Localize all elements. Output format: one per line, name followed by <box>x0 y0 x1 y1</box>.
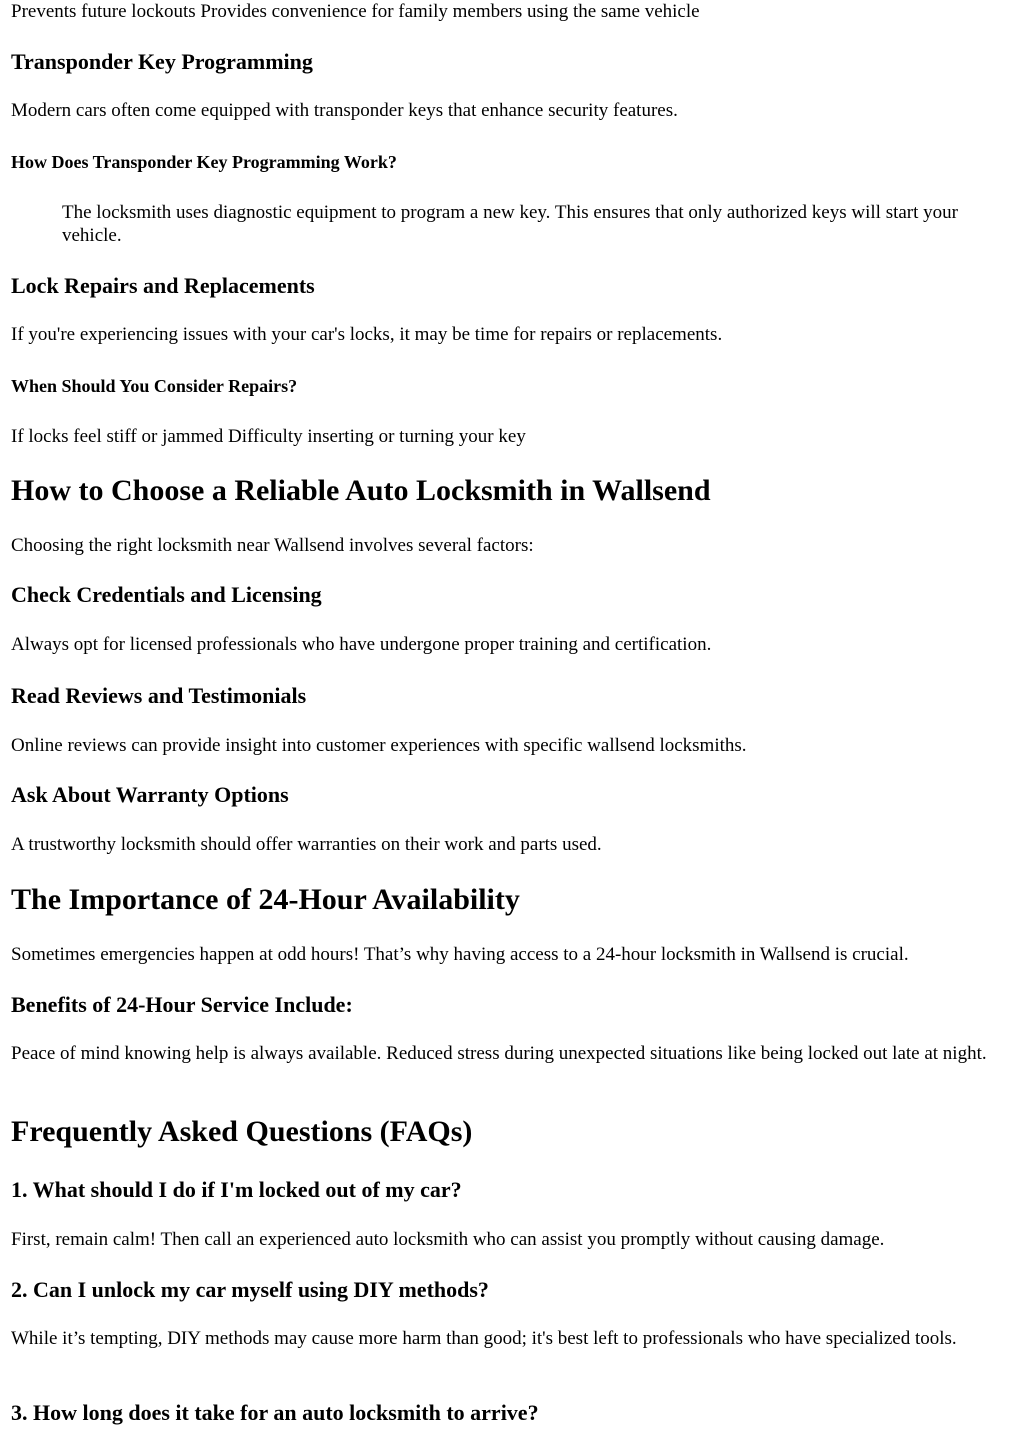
transponder-paragraph: Modern cars often come equipped with transponder keys that enhance security features. <box>11 100 678 121</box>
warranty-heading: Ask About Warranty Options <box>11 782 289 807</box>
transponder-how-heading: How Does Transponder Key Programming Work? <box>11 152 397 172</box>
benefits-paragraph: Peace of mind knowing help is always available. Reduced stress during unexpected situations like being locked out late at night. <box>11 1043 987 1064</box>
lock-repairs-paragraph: If you're experiencing issues with your car's locks, it may be time for repairs or replacements. <box>11 324 723 345</box>
faq-2-question: 2. Can I unlock my car myself using DIY methods? <box>11 1277 489 1302</box>
reviews-heading: Read Reviews and Testimonials <box>11 683 307 708</box>
reviews-paragraph: Online reviews can provide insight into customer experiences with specific wallsend locksmiths. <box>11 735 747 756</box>
transponder-heading: Transponder Key Programming <box>11 49 313 74</box>
when-repairs-paragraph: If locks feel stiff or jammed Difficulty inserting or turning your key <box>11 426 526 447</box>
benefits-heading: Benefits of 24-Hour Service Include: <box>11 992 353 1017</box>
top-paragraph: Prevents future lockouts Provides convenience for family members using the same vehicle <box>11 1 700 22</box>
availability-paragraph: Sometimes emergencies happen at odd hours! That’s why having access to a 24-hour locksmith in Wallsend is crucial. <box>11 944 909 965</box>
when-repairs-heading: When Should You Consider Repairs? <box>11 376 298 396</box>
choose-locksmith-paragraph: Choosing the right locksmith near Wallsend involves several factors: <box>11 535 534 556</box>
warranty-paragraph: A trustworthy locksmith should offer warranties on their work and parts used. <box>11 834 602 855</box>
credentials-paragraph: Always opt for licensed professionals who have undergone proper training and certification. <box>11 634 712 655</box>
transponder-blockquote: The locksmith uses diagnostic equipment to program a new key. This ensures that only authorized keys will start your vehicle. <box>62 202 958 246</box>
credentials-heading: Check Credentials and Licensing <box>11 582 322 607</box>
choose-locksmith-heading: How to Choose a Reliable Auto Locksmith in Wallsend <box>11 474 711 507</box>
lock-repairs-heading: Lock Repairs and Replacements <box>11 273 315 298</box>
faq-2-answer: While it’s tempting, DIY methods may cause more harm than good; it's best left to professionals who have specialized tools. <box>11 1328 957 1349</box>
faq-3-question: 3. How long does it take for an auto locksmith to arrive? <box>11 1400 539 1425</box>
availability-heading: The Importance of 24-Hour Availability <box>11 883 520 916</box>
faq-1-answer: First, remain calm! Then call an experienced auto locksmith who can assist you promptly without causing damage. <box>11 1229 885 1250</box>
faq-1-question: 1. What should I do if I'm locked out of my car? <box>11 1177 462 1202</box>
faqs-heading: Frequently Asked Questions (FAQs) <box>11 1115 473 1148</box>
